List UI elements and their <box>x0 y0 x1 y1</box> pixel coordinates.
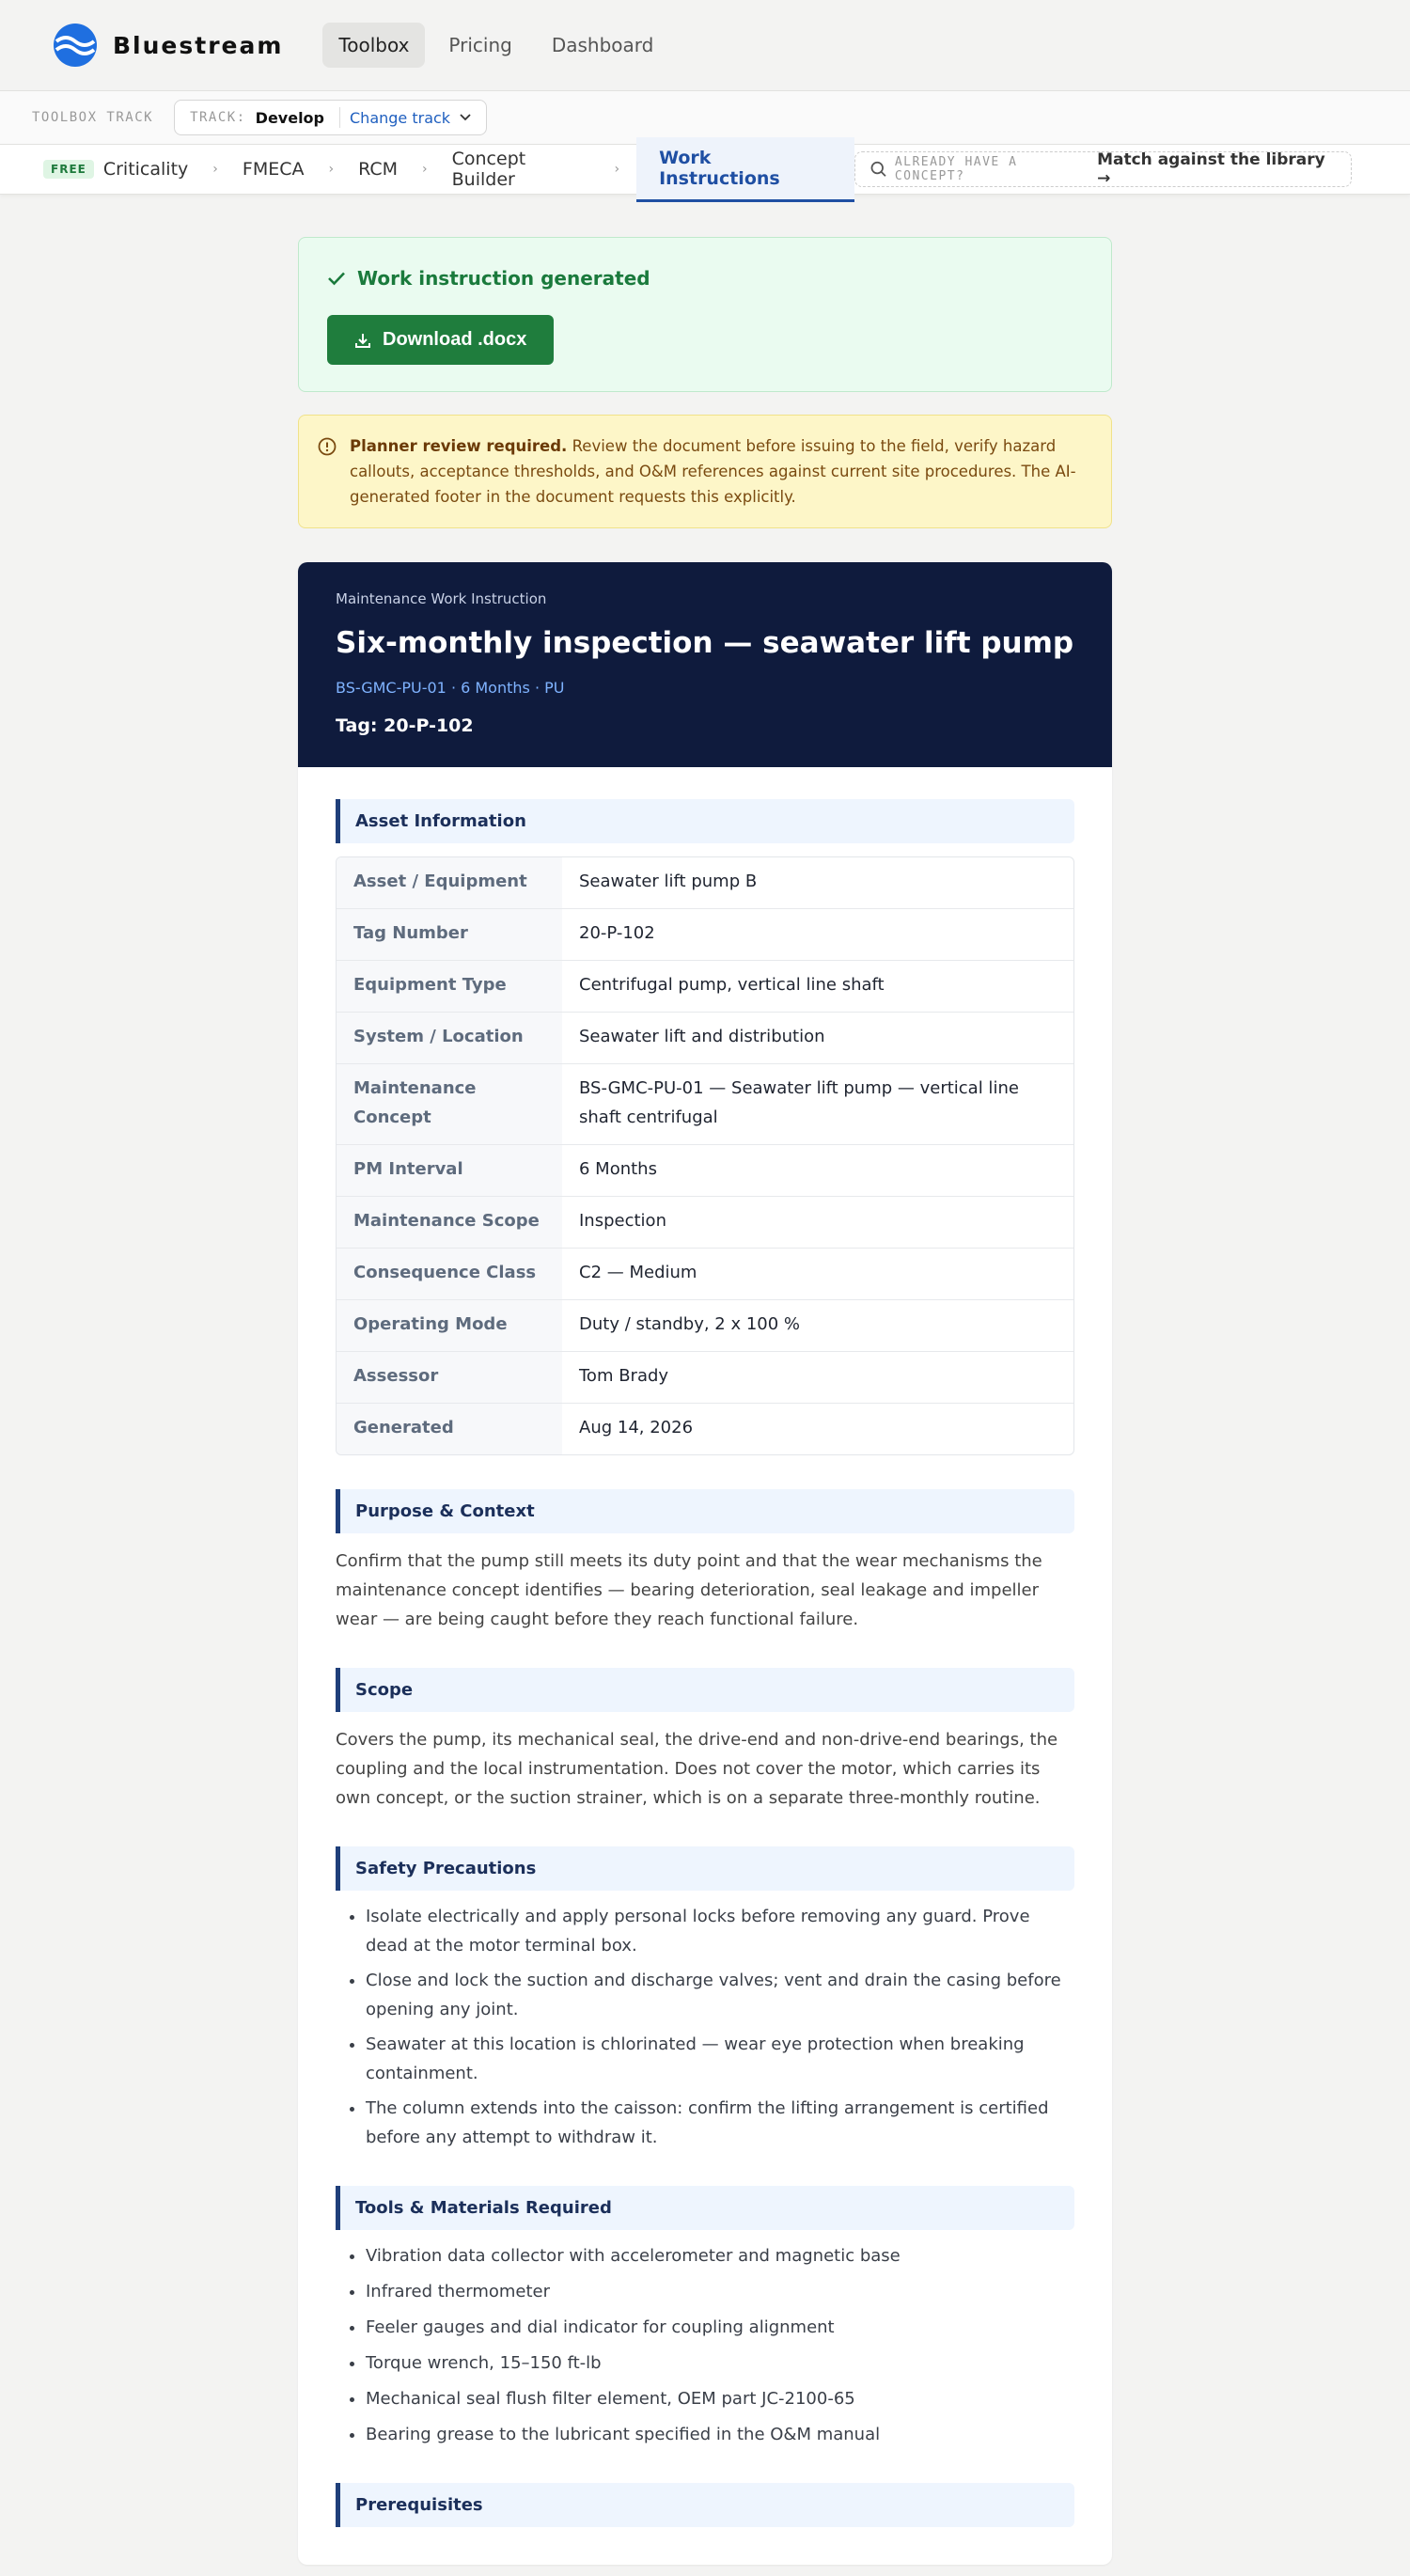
free-badge: FREE <box>43 160 94 179</box>
divider <box>339 107 340 128</box>
asset-field-value: Centrifugal pump, vertical line shaft <box>562 960 1073 1012</box>
chevron-right-icon: › <box>614 162 620 177</box>
document-title: Six-monthly inspection — seawater lift pump <box>336 626 1074 660</box>
table-row <box>337 1063 1073 1144</box>
asset-field-value: Duty / standby, 2 x 100 % <box>562 1299 1073 1351</box>
track-selector <box>174 100 487 135</box>
main-content <box>298 237 1112 2565</box>
asset-field-label: Assessor <box>337 1351 562 1403</box>
change-track-button[interactable] <box>350 109 471 127</box>
match-library-button[interactable] <box>854 151 1352 187</box>
table-row <box>337 1351 1073 1403</box>
table-row <box>337 1012 1073 1063</box>
list-item: • Isolate electrically and apply personal locks before removing any guard. Prove dead at the motor terminal box. <box>366 1902 1074 1960</box>
document-tag: Tag: 20-P-102 <box>336 715 474 736</box>
bluestream-logo-icon <box>53 23 98 68</box>
download-label: Download .docx <box>383 329 527 350</box>
list-item: • Seawater at this location is chlorinated — wear eye protection when breaking containment. <box>366 2030 1074 2088</box>
work-instruction-document <box>298 562 1112 2565</box>
library-hint: ALREADY HAVE A CONCEPT? <box>894 155 1018 183</box>
track-prefix: TRACK: <box>190 110 246 125</box>
brand-name: Bluestream <box>113 31 284 59</box>
table-row <box>337 1248 1073 1299</box>
toolbox-track-label: TOOLBOX TRACK <box>32 110 154 125</box>
library-link: Match against the library → <box>1097 150 1325 188</box>
review-warning <box>298 415 1112 528</box>
asset-field-value: Aug 14, 2026 <box>562 1403 1073 1454</box>
tools-list <box>336 2241 1074 2449</box>
nav-dashboard[interactable]: Dashboard <box>551 34 654 56</box>
table-row <box>337 908 1073 960</box>
list-item: • Bearing grease to the lubricant specified in the O&M manual <box>366 2420 1074 2449</box>
asset-information-section <box>336 799 1074 1455</box>
list-item: • Feeler gauges and dial indicator for coupling alignment <box>366 2313 1074 2342</box>
asset-field-label: Tag Number <box>337 908 562 960</box>
document-header <box>298 562 1112 767</box>
asset-field-value: 6 Months <box>562 1144 1073 1196</box>
purpose-text: Confirm that the pump still meets its duty point and that the wear mechanisms the maintenance concept identifies — bearing deterioration, seal leakage and impeller wear — are being caught before they reach functional failure. <box>336 1551 1042 1629</box>
nav-pricing[interactable]: Pricing <box>448 34 512 56</box>
check-icon <box>327 271 346 286</box>
success-panel <box>298 237 1112 392</box>
top-nav <box>0 0 1410 91</box>
table-row <box>337 1196 1073 1248</box>
asset-field-value: BS-GMC-PU-01 — Seawater lift pump — vertical line shaft centrifugal <box>562 1063 1073 1144</box>
list-item: • Close and lock the suction and discharge valves; vent and drain the casing before opening any joint. <box>366 1966 1074 2024</box>
success-title: Work instruction generated <box>357 267 650 290</box>
list-item: • Torque wrench, 15–150 ft-lb <box>366 2348 1074 2378</box>
list-item: • The column extends into the caisson: confirm the lifting arrangement is certified before any attempt to withdraw it. <box>366 2094 1074 2152</box>
table-row <box>337 1299 1073 1351</box>
list-item: • Infrared thermometer <box>366 2277 1074 2306</box>
purpose-section <box>336 1489 1074 1634</box>
asset-field-value: Seawater lift and distribution <box>562 1012 1073 1063</box>
table-row <box>337 1403 1073 1454</box>
section-title: Safety Precautions <box>336 1846 1074 1891</box>
warning-body: Review the document before issuing to the field, verify hazard callouts, acceptance thresholds, and O&M references against current site procedures. The AI-generated footer in the document requests this explicitly. <box>350 437 1076 506</box>
asset-field-label: Generated <box>337 1403 562 1454</box>
asset-field-label: Operating Mode <box>337 1299 562 1351</box>
asset-field-value: 20-P-102 <box>562 908 1073 960</box>
warning-text <box>350 433 1083 510</box>
section-title: Purpose & Context <box>336 1489 1074 1533</box>
asset-field-label: Consequence Class <box>337 1248 562 1299</box>
asset-field-label: Equipment Type <box>337 960 562 1012</box>
asset-field-label: Maintenance Scope <box>337 1196 562 1248</box>
list-item: • Vibration data collector with accelerometer and magnetic base <box>366 2241 1074 2270</box>
chevron-right-icon: › <box>328 162 335 177</box>
table-row <box>337 960 1073 1012</box>
asset-field-value: Seawater lift pump B <box>579 872 758 891</box>
section-title: Asset Information <box>336 799 1074 843</box>
asset-field-label: PM Interval <box>337 1144 562 1196</box>
workflow-steps <box>0 145 1410 195</box>
section-title: Scope <box>336 1668 1074 1712</box>
asset-table <box>336 856 1074 1455</box>
safety-list <box>336 1902 1074 2152</box>
asset-field-label: Maintenance Concept <box>337 1063 562 1144</box>
asset-field-value: C2 — Medium <box>562 1248 1073 1299</box>
section-title: Prerequisites <box>336 2483 1074 2527</box>
asset-field-label: System / Location <box>337 1012 562 1063</box>
table-row <box>337 1144 1073 1196</box>
nav-toolbox[interactable]: Toolbox <box>322 23 425 68</box>
step-concept-builder[interactable]: Concept Builder <box>451 149 526 190</box>
step-fmeca[interactable]: FMECA <box>242 159 305 180</box>
success-title-row <box>327 267 1083 290</box>
brand[interactable] <box>53 23 283 68</box>
step-criticality[interactable]: Criticality <box>102 159 189 180</box>
step-rcm[interactable]: RCM <box>358 159 399 180</box>
document-meta: BS-GMC-PU-01 · 6 Months · PU <box>336 679 565 697</box>
prerequisites-section <box>336 2483 1074 2527</box>
search-icon <box>870 161 886 178</box>
asset-field-value: Inspection <box>562 1196 1073 1248</box>
step-work-instructions[interactable]: Work Instructions <box>636 137 854 202</box>
asset-field-value: Tom Brady <box>562 1351 1073 1403</box>
section-title: Tools & Materials Required <box>336 2186 1074 2230</box>
track-value: Develop <box>255 108 324 127</box>
document-kicker: Maintenance Work Instruction <box>336 590 547 607</box>
list-item: • Mechanical seal flush filter element, OEM part JC-2100-65 <box>366 2384 1074 2413</box>
scope-text: Covers the pump, its mechanical seal, the drive-end and non-drive-end bearings, the coupling and the local instrumentation. Does not cover the motor, which carries its own concept, or the suction strainer, which is on a separate three-monthly routine. <box>336 1730 1058 1808</box>
table-row <box>337 857 1073 908</box>
warning-bold: Planner review required. <box>350 437 568 455</box>
tools-section <box>336 2186 1074 2449</box>
change-track-label: Change track <box>350 108 451 127</box>
chevron-down-icon <box>460 114 471 121</box>
download-docx-button[interactable] <box>327 315 554 365</box>
chevron-right-icon: › <box>212 162 218 177</box>
safety-section <box>336 1846 1074 2152</box>
alert-circle-icon <box>318 437 337 456</box>
scope-section <box>336 1668 1074 1813</box>
document-body <box>298 767 1112 2565</box>
asset-field-label: Asset / Equipment <box>337 857 562 908</box>
chevron-right-icon: › <box>422 162 428 177</box>
download-icon <box>354 332 371 349</box>
